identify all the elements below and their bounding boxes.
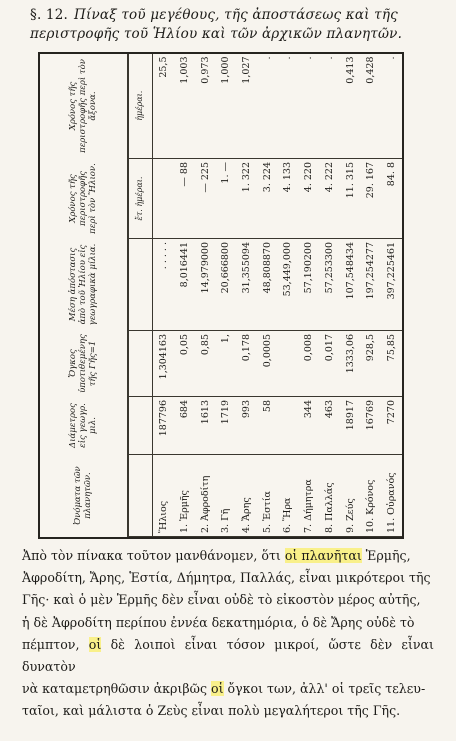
table-row	[257, 54, 278, 537]
table-cell	[152, 159, 174, 239]
text-run: Γῆς· καὶ ὁ μὲν Ἑρμῆς δὲν εἶναι οὐδὲ τὸ εἰκοστὸν μέρος αὐτῆς,	[22, 592, 421, 608]
paragraph-line	[22, 634, 434, 678]
column-subheader: ἔτ. ἡμέραι.	[128, 159, 153, 239]
table-cell: 463	[319, 397, 340, 455]
table-cell: 84. 8	[381, 159, 402, 239]
section-heading	[30, 6, 440, 44]
text-run: νὰ καταμετρηθῶσιν ἀκριβῶς	[22, 681, 212, 697]
highlighted-text: οἱ	[88, 636, 102, 652]
table-cell: 5. Ἑστία	[257, 455, 278, 537]
text-run: Ἑρμῆς,	[361, 548, 411, 563]
table-cell: 0,85	[195, 331, 216, 397]
column-header: Διάμετρος εἰς γεωγρ. μιλ.	[40, 397, 128, 455]
table-cell	[278, 331, 299, 397]
text-run: δὲ λοιποὶ εἶναι τόσον μικροί, ὥστε δὲν εἶναι δυνατὸν	[22, 636, 434, 675]
paragraph-line	[22, 612, 434, 634]
highlighted-text: οἱ πλανῆται	[284, 548, 362, 563]
table-cell: 4. 222	[319, 159, 340, 239]
table-cell: Ἥλιος	[152, 455, 174, 537]
table-cell: 993	[236, 397, 257, 455]
table-cell: 8. Παλλάς	[319, 455, 340, 537]
table-cell: 31,355094	[236, 239, 257, 331]
table-row	[319, 54, 340, 537]
table-cell: — 88	[174, 159, 195, 239]
table-row	[195, 54, 216, 537]
table-cell: 29. 167	[360, 159, 381, 239]
column-subheader: ἡμέραι.	[128, 54, 153, 159]
table-cell: 48,808870	[257, 239, 278, 331]
table-cell: 1. —	[215, 159, 236, 239]
table-cell: 4. 220	[298, 159, 319, 239]
column-header: Μέση ἀπόστασις ἀπὸ τοῦ Ἡλίου εἰς γεωγραφικὰ μίλια.	[40, 239, 128, 331]
table-cell: 3. Γῆ	[215, 455, 236, 537]
table-row	[215, 54, 236, 537]
paragraph-line	[22, 567, 434, 589]
table-row	[174, 54, 195, 537]
table-cell: 684	[174, 397, 195, 455]
text-run: ἡ δὲ Ἀφροδίτη περίπου ἐννέα δεκατημόρια, ὁ δὲ Ἄρης οὐδὲ τὸ	[22, 614, 415, 630]
paragraph-line	[22, 700, 434, 722]
table-cell: 18917	[340, 397, 361, 455]
paragraph-line	[22, 545, 434, 567]
text-run: Ἀφροδίτη, Ἄρης, Ἑστία, Δήμητρα, Παλλάς, εἶναι μικρότεροι τῆς	[22, 570, 431, 586]
paragraph-line	[22, 678, 434, 700]
table-cell: 6. Ἥρα	[278, 455, 299, 537]
column-header: Χρόνος τῆς περιστροφῆς περὶ τὸν Ἥλιον.	[40, 159, 128, 239]
table-cell: 1. Ἑρμῆς	[174, 455, 195, 537]
table-cell: 344	[298, 397, 319, 455]
table-cell: 1613	[195, 397, 216, 455]
table-row	[236, 54, 257, 537]
table-cell: 11. Οὐρανός	[381, 455, 402, 537]
table-cell: 0,973	[195, 54, 216, 159]
column-subheader	[128, 397, 153, 455]
table-cell: 7270	[381, 397, 402, 455]
column-header: Ὀνόματα τῶν πλανητῶν.	[40, 455, 128, 537]
table-cell: 2. Ἀφροδίτη	[195, 455, 216, 537]
table-cell: 0,017	[319, 331, 340, 397]
table-cell: 0,05	[174, 331, 195, 397]
table-cell: 0,413	[340, 54, 361, 159]
table-cell: 0,0005	[257, 331, 278, 397]
table-cell: 0,428	[360, 54, 381, 159]
table-cell: .	[298, 54, 319, 159]
table-cell	[278, 397, 299, 455]
table-cell: 20,666800	[215, 239, 236, 331]
table-cell: 57,190200	[298, 239, 319, 331]
section-number: §. 12.	[30, 7, 69, 23]
column-header: Χρόνος τῆς περιστροφῆς περὶ τὸν ἄξονα.	[40, 54, 128, 159]
planet-table-frame	[38, 52, 404, 539]
body-paragraph	[22, 545, 434, 723]
table-cell: 0,008	[298, 331, 319, 397]
table-header-row	[40, 54, 128, 537]
table-cell: 1,	[215, 331, 236, 397]
table-cell: 1,304163	[152, 331, 174, 397]
table-cell: 14,979000	[195, 239, 216, 331]
table-cell: 3. 224	[257, 159, 278, 239]
table-cell: 928,5	[360, 331, 381, 397]
table-cell: 107,548434	[340, 239, 361, 331]
table-cell: 53,449,000	[278, 239, 299, 331]
table-cell: 9. Ζεύς	[340, 455, 361, 537]
text-run: ταῖοι, καὶ μάλιστα ὁ Ζεὺς εἶναι πολὺ μεγαλήτεροι τῆς Γῆς.	[22, 703, 401, 719]
table-cell: .	[257, 54, 278, 159]
planet-table-rotated	[40, 54, 402, 537]
table-cell: 7. Δήμητρα	[298, 455, 319, 537]
table-row	[298, 54, 319, 537]
table-cell: 1333,06	[340, 331, 361, 397]
column-subheader	[128, 455, 153, 537]
table-subheader-row	[128, 54, 153, 537]
table-cell: 58	[257, 397, 278, 455]
table-cell: 1719	[215, 397, 236, 455]
table-cell: 16769	[360, 397, 381, 455]
table-cell: — 225	[195, 159, 216, 239]
table-cell: . . . . .	[152, 239, 174, 331]
table-cell: 4. 133	[278, 159, 299, 239]
table-cell: .	[381, 54, 402, 159]
highlighted-text: οἱ	[211, 681, 224, 697]
table-cell: 187796	[152, 397, 174, 455]
table-cell: 1,003	[174, 54, 195, 159]
text-run: Ἀπὸ τὸν πίνακα τοῦτον μανθάνομεν, ὅτι	[22, 548, 285, 563]
table-cell: 1,027	[236, 54, 257, 159]
table-cell: 397,225461	[381, 239, 402, 331]
table-cell: .	[319, 54, 340, 159]
table-row	[340, 54, 361, 537]
table-cell: 197,254277	[360, 239, 381, 331]
table-row	[152, 54, 174, 537]
text-run: πέμπτον,	[22, 636, 89, 652]
column-subheader	[128, 239, 153, 331]
table-cell: 25,5	[152, 54, 174, 159]
table-cell: 8,016441	[174, 239, 195, 331]
table-row	[381, 54, 402, 537]
table-cell: 4. Ἄρης	[236, 455, 257, 537]
section-title: Πίναξ τοῦ μεγέθους, τῆς ἀποστάσεως καὶ τῆς περιστροφῆς τοῦ Ἡλίου καὶ τῶν ἀρχικῶν πλανητῶν.	[30, 7, 403, 42]
table-row	[360, 54, 381, 537]
table-row	[278, 54, 299, 537]
table-cell: 57,253300	[319, 239, 340, 331]
table-cell: 1. 322	[236, 159, 257, 239]
planet-table	[40, 54, 402, 538]
table-cell: .	[278, 54, 299, 159]
text-run: ὄγκοι των, ἀλλ' οἱ τρεῖς τελευ-	[223, 681, 426, 697]
table-cell: 11. 315	[340, 159, 361, 239]
table-cell: 1,000	[215, 54, 236, 159]
paragraph-line	[22, 589, 434, 611]
table-cell: 0,178	[236, 331, 257, 397]
column-header: Ὄγκος ὑποτιθεμένης τῆς Γῆς=1	[40, 331, 128, 397]
table-cell: 75,85	[381, 331, 402, 397]
column-subheader	[128, 331, 153, 397]
table-cell: 10. Κρόνος	[360, 455, 381, 537]
